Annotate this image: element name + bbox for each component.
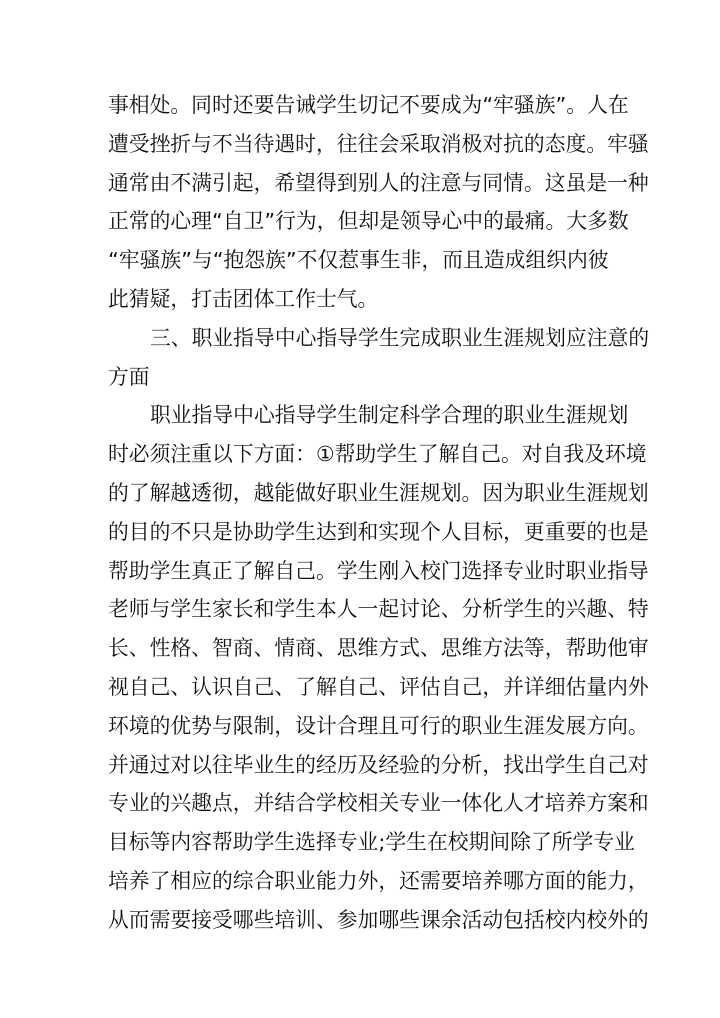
text-line: 并通过对以往毕业生的经历及经验的分析，找出学生自己对 [108,752,649,777]
text-line: 从而需要接受哪些培训、参加哪些课余活动包括校内校外的 [108,907,649,932]
text-line: 事相处。同时还要告诫学生切记不要成为“牢骚族”。人在 [108,93,629,117]
text-line: 视自己、认识自己、了解自己、评估自己，并详细估量内外 [108,674,649,699]
text-line: 长、性格、智商、情商、思维方式、思维方法等，帮助他审 [108,636,649,661]
text-line: 遭受挫折与不当待遇时，往往会采取消极对抗的态度。牢骚 [108,131,649,156]
text-line: 的目的不只是协助学生达到和实现个人目标，更重要的也是 [108,519,649,544]
text-line: 老师与学生家长和学生本人一起讨论、分析学生的兴趣、特 [108,597,649,622]
text-line: “牢骚族”与“抱怨族”不仅惹事生非，而且造成组织内彼 [108,248,609,273]
document-body [108,86,650,940]
text-line: 的了解越透彻，越能做好职业生涯规划。因为职业生涯规划 [108,480,649,505]
text-line: 此猜疑，打击团体工作士气。 [108,286,379,311]
text-line: 时必须注重以下方面：①帮助学生了解自己。对自我及环境 [108,442,647,467]
section-heading-continued: 方面 [108,364,150,389]
section-heading: 三、职业指导中心指导学生完成职业生涯规划应注意的 [150,325,650,350]
text-line: 目标等内容帮助学生选择专业;学生在校期间除了所学专业 [108,830,635,855]
text-line: 通常由不满引起，希望得到别人的注意与同情。这虽是一种 [108,170,649,195]
text-line: 培养了相应的综合职业能力外，还需要培养哪方面的能力， [108,868,649,893]
text-line: 正常的心理“自卫”行为，但却是领导心中的最痛。大多数 [108,209,629,234]
text-line: 专业的兴趣点，并结合学校相关专业一体化人才培养方案和 [108,791,649,816]
text-line: 环境的优势与限制，设计合理且可行的职业生涯发展方向。 [108,713,649,738]
paragraph-start: 职业指导中心指导学生制定科学合理的职业生涯规划 [150,403,629,428]
text-line: 帮助学生真正了解自己。学生刚入校门选择专业时职业指导 [108,558,649,583]
